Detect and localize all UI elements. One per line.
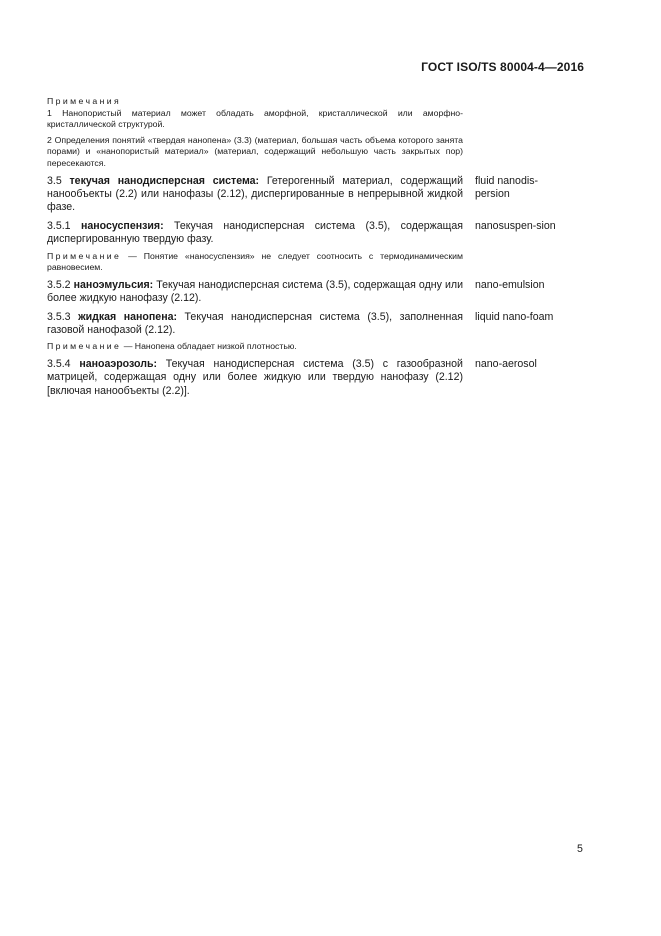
entry-definition: Текучая нанодисперсная система (3.5), содержащая диспергированную твердую фазу. bbox=[47, 219, 463, 246]
entry-number: 3.5.1 bbox=[47, 219, 71, 232]
term-entry-3-5-3 bbox=[47, 310, 554, 353]
document-id: ГОСТ ISO/TS 80004-4—2016 bbox=[421, 60, 584, 74]
entry-note bbox=[47, 341, 463, 353]
entry-note bbox=[47, 251, 463, 274]
note-label: Примечание bbox=[47, 250, 122, 261]
entry-term-en: nano-aerosol bbox=[475, 358, 537, 370]
entry-definition: Текучая нанодисперсная система (3.5), заполненная газовой нанофазой (2.12). bbox=[47, 310, 463, 336]
entry-term-en: nano-emulsion bbox=[475, 278, 545, 291]
entry-term-en: liquid nano-foam bbox=[475, 310, 554, 323]
note-label: Примечание bbox=[47, 341, 122, 352]
entry-term-en: nanosuspen-sion bbox=[475, 219, 556, 232]
entry-term-en: fluid nanodis-persion bbox=[475, 174, 539, 200]
entry-term: жидкая нанопена: bbox=[78, 310, 178, 323]
entry-definition: Гетерогенный материал, содержащий нанообъекты (2.2) или нанофазы (2.12), диспергированные в непрерывной жидкой фазе. bbox=[47, 174, 464, 214]
entry-number: 3.5.4 bbox=[47, 358, 71, 370]
entry-term: текучая нанодисперсная система: bbox=[69, 174, 260, 187]
notes-title: Примечания bbox=[47, 96, 122, 106]
term-entry-3-5 bbox=[47, 174, 539, 215]
document-body bbox=[47, 96, 556, 398]
term-entry-3-5-1 bbox=[47, 219, 556, 274]
page-number: 5 bbox=[577, 843, 583, 855]
note-text: — Нанопена обладает низкой плотностью. bbox=[121, 341, 297, 352]
entry-number: 3.5 bbox=[47, 174, 62, 187]
note-item: 1 Нанопористый материал может обладать аморфной, кристаллической или аморфно-кристаллической структурой. bbox=[47, 107, 463, 130]
note-text: — Понятие «наносуспензия» не следует соотносить с термодинамическим равновесием. bbox=[47, 250, 463, 273]
term-entry-3-5-2 bbox=[47, 278, 545, 306]
entry-number: 3.5.3 bbox=[47, 310, 71, 323]
note-item: 2 Определения понятий «твердая нанопена» (3.3) (материал, большая часть объема которого занята порами) и «нанопористый материал» (материал, содержащий небольшую часть закрытых пор) пересекаются. bbox=[47, 134, 463, 168]
entry-term: наноэмульсия: bbox=[73, 278, 154, 291]
entry-definition: Текучая нанодисперсная система (3.5), содержащая одну или более жидкую нанофазу (2.12). bbox=[47, 278, 463, 305]
entry-term: наноаэрозоль: bbox=[79, 358, 157, 370]
term-entry-3-5-4 bbox=[47, 358, 537, 398]
entry-term: наносуспензия: bbox=[80, 219, 164, 232]
entry-number: 3.5.2 bbox=[47, 278, 71, 291]
entry-definition: Текучая нанодисперсная система (3.5) с газообразной матрицей, содержащая одну или более жидкую или твердую нанофазу (2.12) [включая нанообъекты (2.2)]. bbox=[47, 358, 463, 397]
